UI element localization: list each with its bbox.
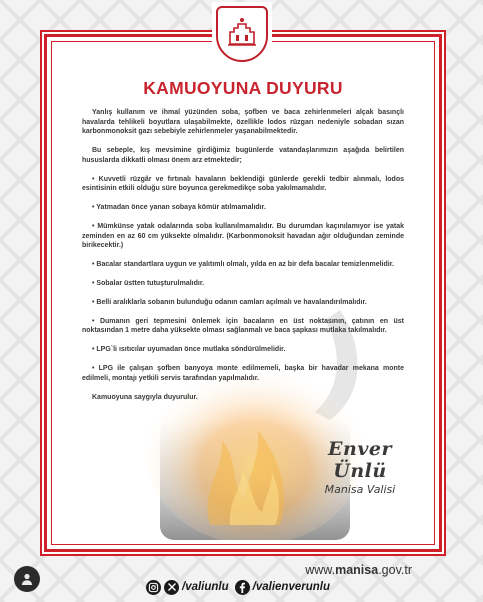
paragraph-reason: Bu sebeple, kış mevsimine girdiğimiz bugünlerde vatandaşlarımızın aşağıda belirtilen hususlarda dikkatli olması önem arz etmektedir; [82,147,404,164]
website-link[interactable] [172,563,412,577]
bullet-coal: • Yatmadan önce yanan sobaya kömür atılmamalıdır. [92,204,266,212]
x-icon[interactable] [164,580,179,595]
bullet-chimney: • Bacalar standartlara uygun ve yalıtımlı olmalı, yılda en az bir defa bacalar temizlenmelidir. [92,261,395,269]
bullet-smoke: • Dumanın geri tepmesini önlemek için bacaların en üst noktasının, çatının en üst noktasından 1 metre daha yüksekte olması sağlanmalı ve baca şapkası mutlaka takılmalıdır. [82,317,404,335]
social-handles [146,578,446,596]
announcement-title: KAMUOYUNA DUYURU [143,78,343,98]
bullet-ignite: • Sobalar üstten tutuşturulmalıdır. [92,279,205,287]
url-domain: manisa [335,563,379,577]
bullet-wind: • Kuvvetli rüzgâr ve fırtınalı havaların beklendiği günlerde gerekli tedbir alınmalı, lodos esintisinin etkili olduğu süre boyunca gerekmedikçe soba yakılmamalıdır. [82,175,404,193]
bullet-bedroom: • Mümkünse yatak odalarında soba kullanılmamalıdır. Bu durumdan kaçınılamıyor ise yatak zeminden en az 60 cm yüksekte olmalıdır. (Karbonmonoksit havadan ağır olduğundan zeminde birikecektir.) [82,222,404,250]
signature-title: Manisa Valisi [324,483,396,496]
social-handle-2[interactable]: /valienverunlu [252,581,330,593]
bullet-lpg-heater: • LPG`li ısıtıcılar uyumadan önce mutlaka söndürülmelidir. [92,346,286,354]
instagram-icon[interactable] [146,580,161,595]
announcement-body [82,108,404,411]
paragraph-closing: Kamuoyuna saygıyla duyurulur. [92,393,198,401]
url-prefix: www. [305,563,336,577]
profile-button[interactable] [14,566,40,592]
signature-block [300,438,420,496]
signature-name: Enver Ünlü [328,438,392,482]
governorship-crest-icon [216,6,268,62]
governorship-crest [212,2,272,66]
bullet-lpg-water-heater: • LPG ile çalışan şofben banyoya monte edilmemeli, başka bir havadar mekana monte edilmeli, montajı yetkili servis tarafından yapılmalıdır. [82,365,404,382]
paragraph-intro: Yanlış kullanım ve ihmal yüzünden soba, şofben ve baca zehirlenmeleri alçak basınçlı havalarda tehlikeli boyutlara ulaşabilmekte, özellikle lodos rüzgarı nedeniyle sobadan sızan karbonmonoksit gazı sebebiyle zehirlenmeler yaşanabilmektedir. [82,109,404,136]
social-handle-1[interactable]: /valiunlu [182,581,229,593]
facebook-icon[interactable] [235,580,250,595]
bullet-ventilate: • Belli aralıklarla sobanın bulunduğu odanın camları açılmalı ve havalandırılmalıdır. [92,298,367,306]
person-icon [20,572,34,586]
url-suffix: .gov.tr [378,563,412,577]
